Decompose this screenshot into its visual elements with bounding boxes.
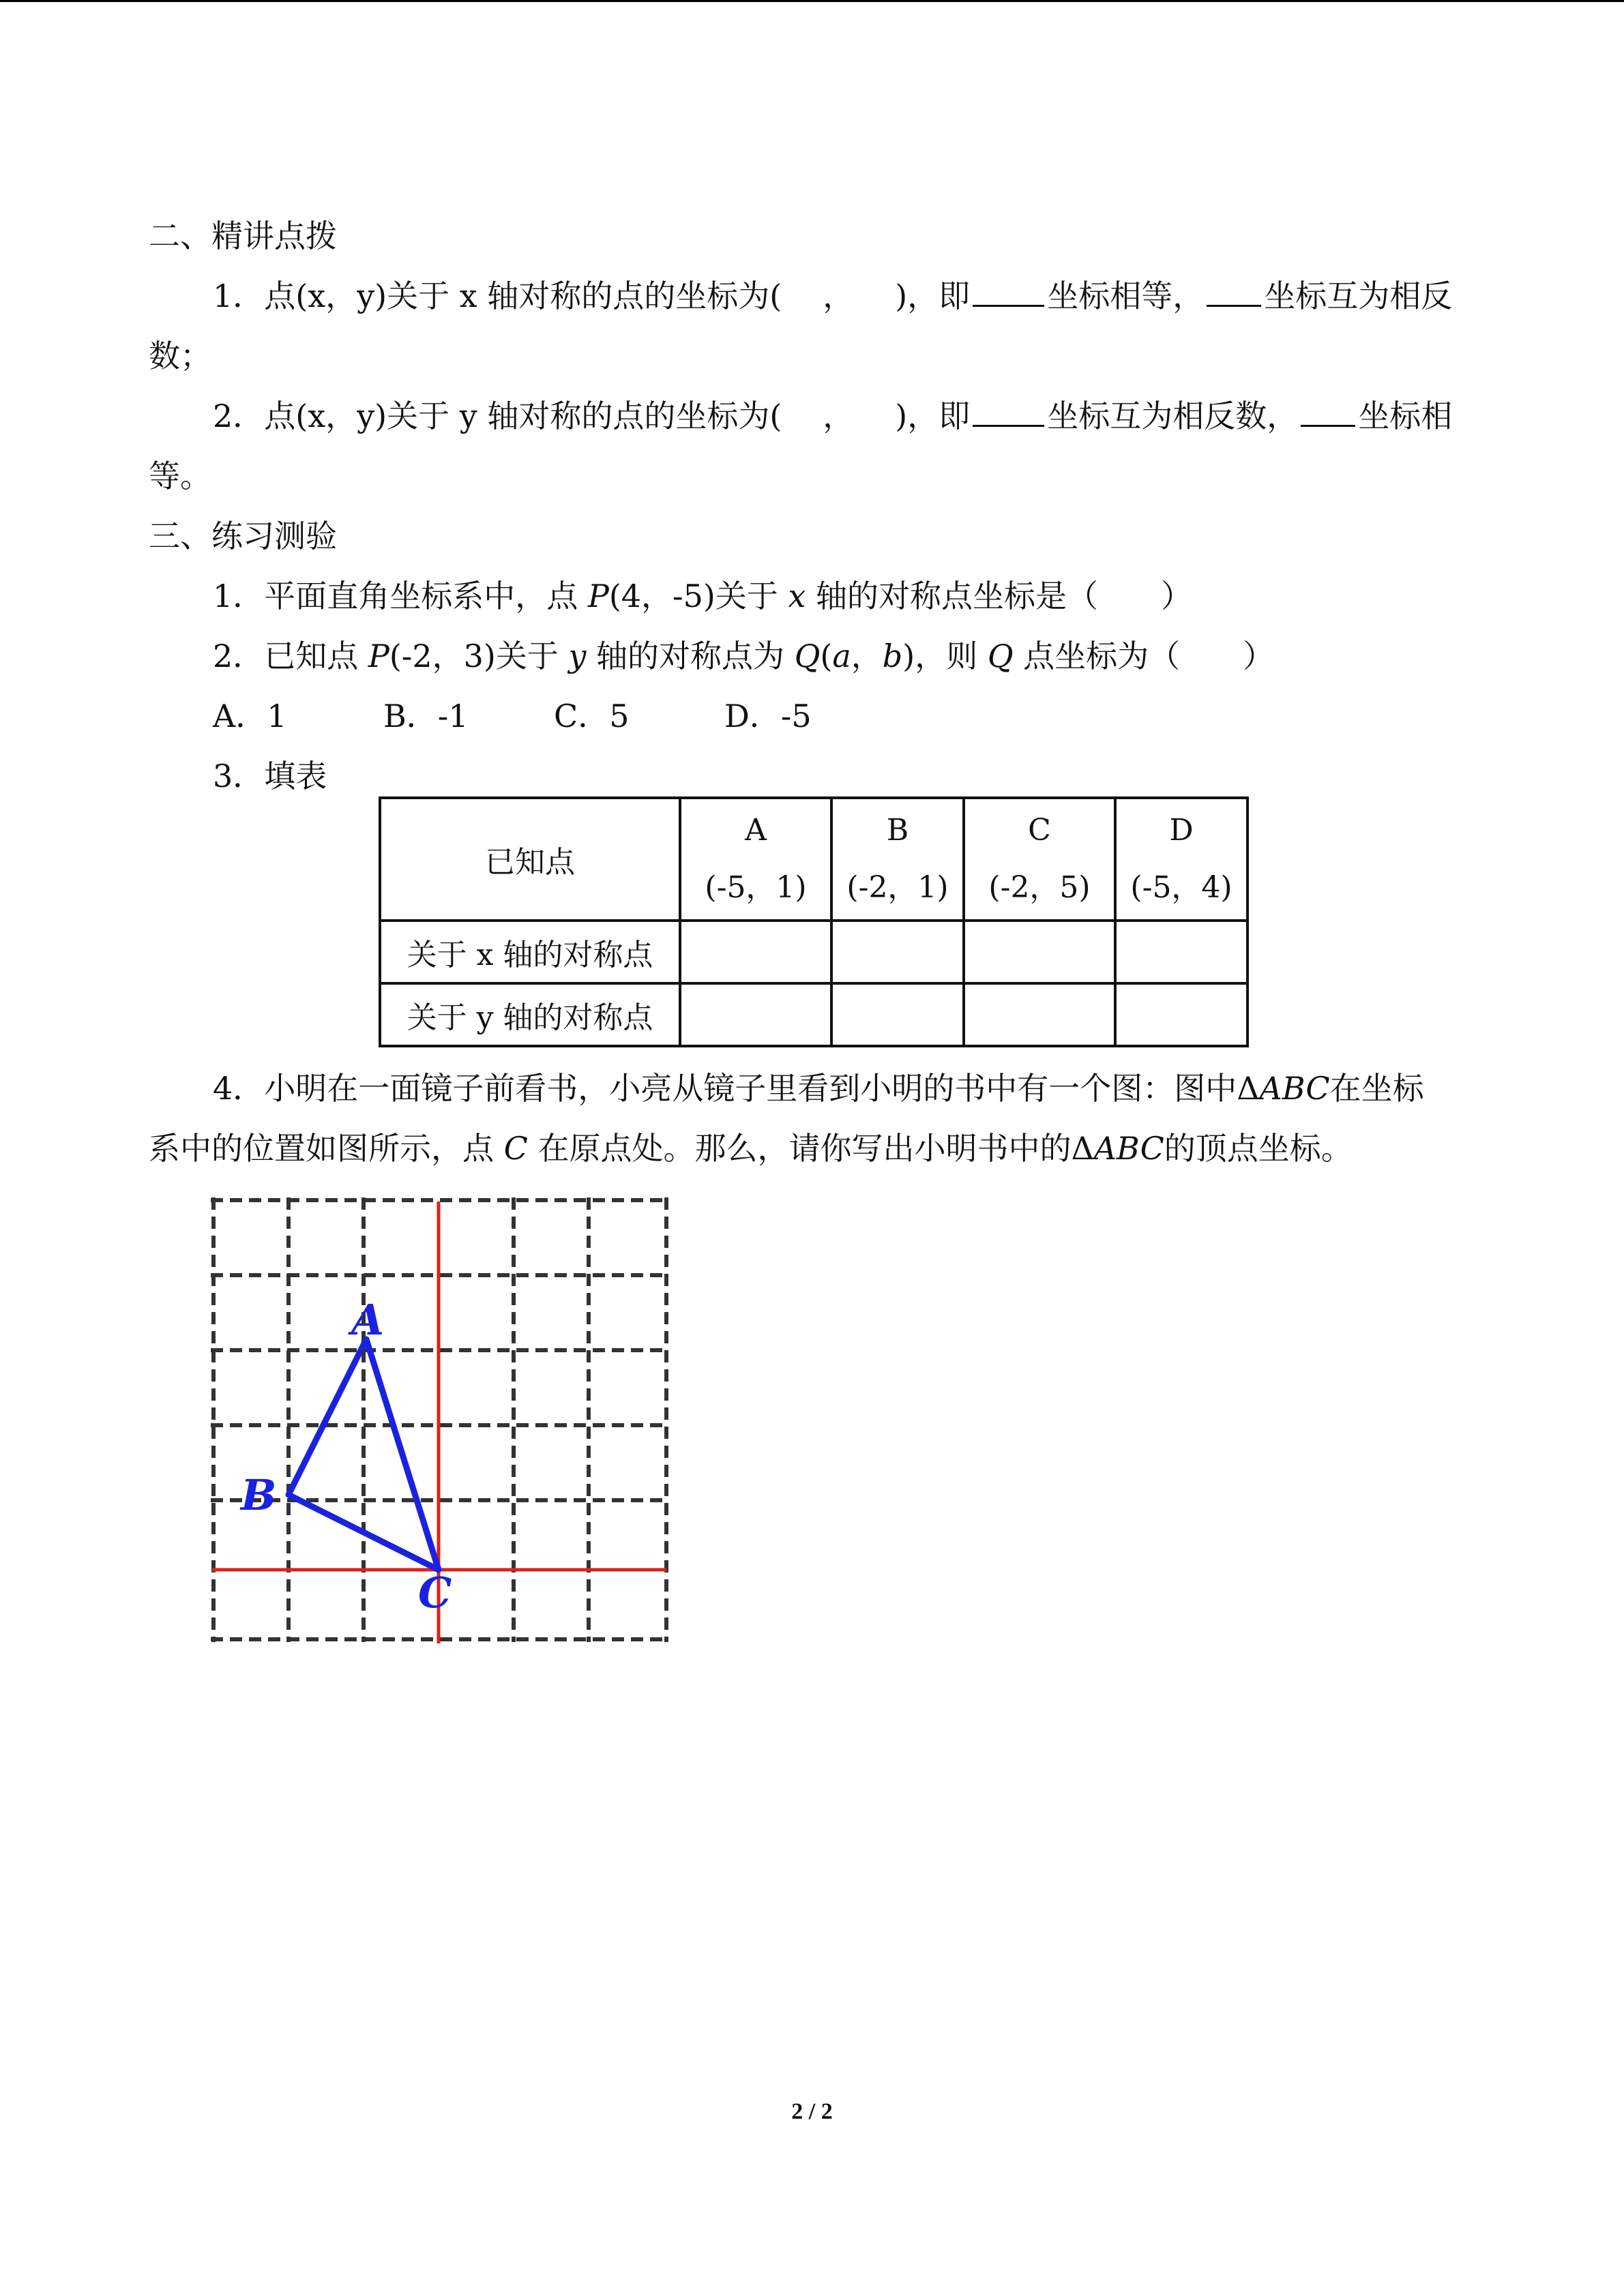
item-1-continuation: 数； (149, 338, 211, 374)
triangle-grid-figure (208, 1195, 672, 1645)
table-row (380, 921, 1247, 983)
answer-cell[interactable] (964, 921, 1115, 983)
item-2-continuation: 等。 (149, 458, 211, 494)
option-c: C．5 (554, 698, 630, 734)
blank (1207, 278, 1261, 307)
label-a: A (351, 1295, 385, 1345)
table-row (380, 983, 1247, 1046)
answer-cell[interactable] (1115, 983, 1247, 1046)
symmetry-table (379, 796, 1249, 1047)
option-d: D．-5 (724, 698, 812, 734)
label-c: C (418, 1568, 452, 1617)
item-2-line: 2．点(x，y)关于 y 轴对称的点的坐标为( ， )，即 坐标互为相反数， 坐标相 (213, 398, 1453, 434)
header-point-b: B (-2，1) (831, 798, 964, 921)
section-heading-3: 三、练习测验 (149, 518, 337, 554)
answer-cell[interactable] (964, 983, 1115, 1046)
question-2: 2．已知点 P(-2，3)关于 y 轴的对称点为 Q(a，b)，则 Q 点坐标为（ ） (213, 638, 1275, 674)
answer-cell[interactable] (1115, 921, 1247, 983)
blank (973, 278, 1044, 307)
option-a: A．1 (213, 698, 287, 734)
answer-cell[interactable] (680, 983, 831, 1046)
question-1: 1．平面直角坐标系中，点 P(4，-5)关于 x 轴的对称点坐标是（ ） (213, 578, 1193, 614)
table-header-row (380, 798, 1247, 921)
top-border (0, 0, 1624, 2)
header-known-point: 已知点 (380, 798, 680, 921)
header-point-a: A (-5，1) (680, 798, 831, 921)
question-4-line-2: 系中的位置如图所示，点 C 在原点处。那么，请你写出小明书中的ΔABC的顶点坐标。 (149, 1130, 1353, 1167)
answer-cell[interactable] (680, 921, 831, 983)
question-4-line-1: 4．小明在一面镜子前看书，小亮从镜子里看到小明的书中有一个图：图中ΔABC在坐标 (213, 1070, 1424, 1107)
answer-cell[interactable] (831, 983, 964, 1046)
answer-cell[interactable] (831, 921, 964, 983)
option-b: B．-1 (383, 698, 469, 734)
blank (973, 398, 1044, 427)
row-label-x-axis: 关于 x 轴的对称点 (380, 921, 680, 983)
label-b: B (241, 1470, 277, 1520)
options-row (213, 696, 812, 736)
blank (1301, 398, 1355, 427)
row-label-y-axis: 关于 y 轴的对称点 (380, 983, 680, 1046)
header-point-c: C (-2，5) (964, 798, 1115, 921)
section-heading-2: 二、精讲点拨 (149, 218, 337, 254)
item-1-line: 1．点(x，y)关于 x 轴对称的点的坐标为( ， )，即 坐标相等， 坐标互为相反 (213, 278, 1453, 314)
header-point-d: D (-5，4) (1115, 798, 1247, 921)
question-3-label: 3．填表 (213, 758, 327, 794)
page-number: 2 / 2 (791, 2099, 833, 2124)
